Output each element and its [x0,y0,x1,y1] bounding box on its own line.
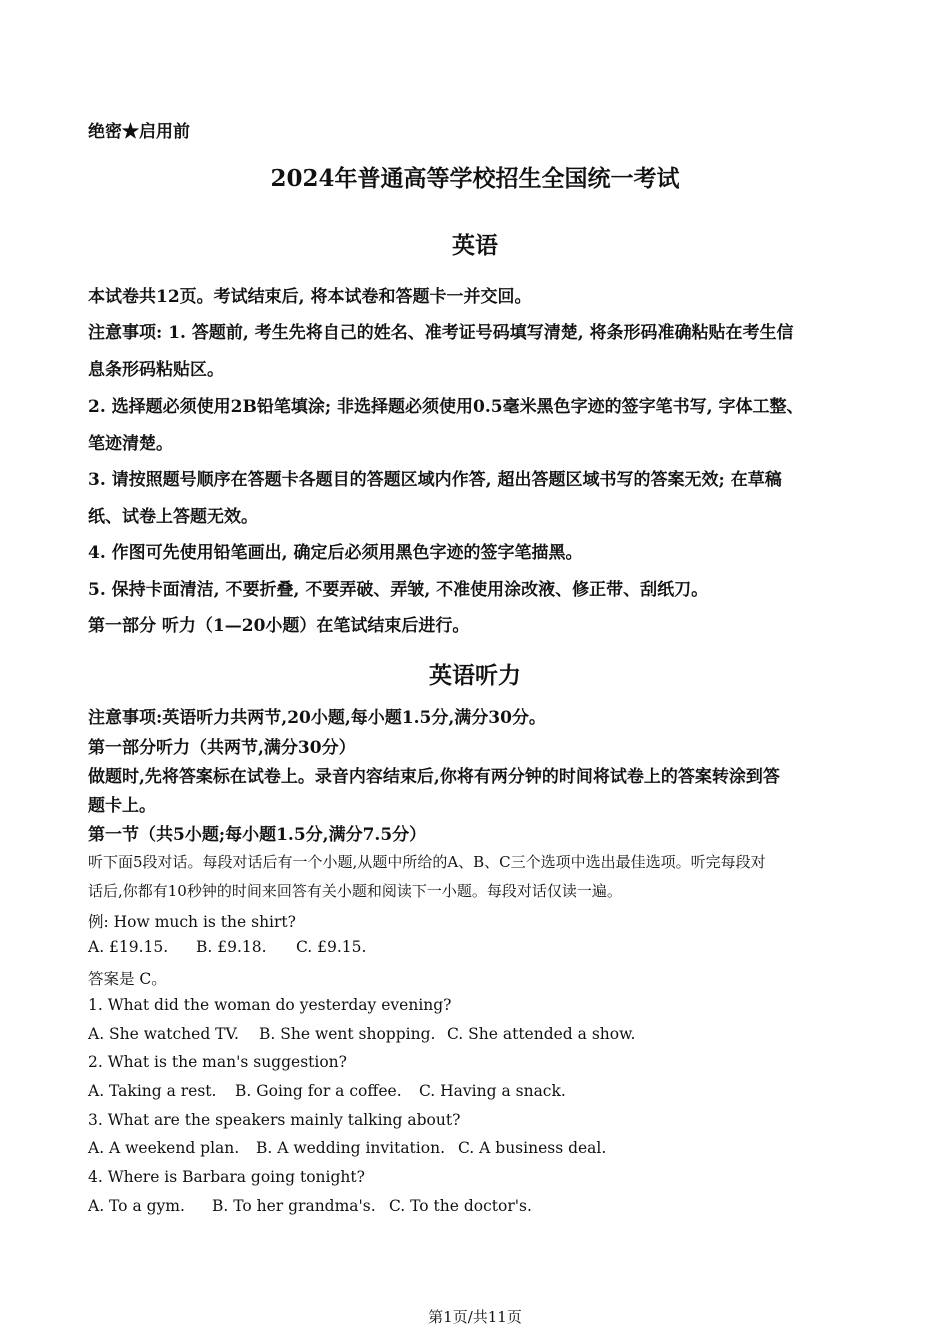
question-1: 1. What did the woman do yesterday evening? [88,996,452,1014]
part-1-note: 第一部分 听力（1—20小题）在笔试结束后进行。 [88,616,470,636]
example-answer: 答案是 C。 [88,970,167,988]
note-2-line-1: 2. 选择题必须使用2B铅笔填涂; 非选择题必须使用0.5毫米黑色字迹的签字笔书写, 字体工整、 [88,397,804,417]
listening-direction-line-2: 题卡上。 [88,796,156,816]
note-3-line-2: 纸、试卷上答题无效。 [88,507,258,527]
option-a: A. Taking a rest. [88,1082,217,1100]
option-c: C. She attended a show. [447,1025,636,1043]
note-1-line-2: 息条形码粘贴区。 [88,360,224,380]
secret-label: 绝密★启用前 [88,122,190,142]
question-1-options [88,1025,635,1043]
section-1-direction-line-1: 听下面5段对话。每段对话后有一个小题,从题中所给的A、B、C三个选项中选出最佳选项。听完每段对 [88,853,766,871]
question-4-options [88,1197,532,1215]
example-question: 例: How much is the shirt? [88,913,296,931]
option-c: C. To the doctor's. [389,1197,532,1215]
example-options [88,938,366,956]
option-a: A. A weekend plan. [88,1139,240,1157]
note-4: 4. 作图可先使用铅笔画出, 确定后必须用黑色字迹的签字笔描黑。 [88,543,583,563]
page-number: 第1页/共11页 [428,1308,522,1326]
option-c: C. A business deal. [458,1139,607,1157]
option-a: A. She watched TV. [88,1025,239,1043]
listening-title: 英语听力 [429,662,521,689]
example-option-c: C. £9.15. [296,938,367,956]
note-5: 5. 保持卡面清洁, 不要折叠, 不要弄破、弄皱, 不准使用涂改液、修正带、刮纸刀。 [88,580,709,600]
option-b: B. Going for a coffee. [235,1082,402,1100]
note-1-line-1: 注意事项: 1. 答题前, 考生先将自己的姓名、准考证号码填写清楚, 将条形码准确粘贴在考生信 [88,323,794,343]
listening-direction-line-1: 做题时,先将答案标在试卷上。录音内容结束后,你将有两分钟的时间将试卷上的答案转涂到答 [88,767,780,787]
exam-title: 2024年普通高等学校招生全国统一考试 [270,165,680,192]
option-c: C. Having a snack. [419,1082,566,1100]
listening-part-title: 第一部分听力（共两节,满分30分） [88,738,356,758]
instructions-intro: 本试卷共12页。考试结束后, 将本试卷和答题卡一并交回。 [88,287,532,307]
subject-title: 英语 [452,232,498,259]
example-option-a: A. £19.15. [88,938,169,956]
section-1-title: 第一节（共5小题;每小题1.5分,满分7.5分） [88,825,427,845]
question-4: 4. Where is Barbara going tonight? [88,1168,365,1186]
option-b: B. A wedding invitation. [256,1139,445,1157]
question-3: 3. What are the speakers mainly talking about? [88,1111,461,1129]
note-2-line-2: 笔迹清楚。 [88,434,173,454]
question-2-options [88,1082,566,1100]
question-2: 2. What is the man's suggestion? [88,1053,347,1071]
option-b: B. She went shopping. [259,1025,436,1043]
option-b: B. To her grandma's. [212,1197,376,1215]
example-option-b: B. £9.18. [196,938,267,956]
listening-note: 注意事项:英语听力共两节,20小题,每小题1.5分,满分30分。 [88,708,546,728]
note-3-line-1: 3. 请按照题号顺序在答题卡各题目的答题区域内作答, 超出答题区域书写的答案无效; 在草稿 [88,470,782,490]
question-3-options [88,1139,606,1157]
section-1-direction-line-2: 话后,你都有10秒钟的时间来回答有关小题和阅读下一小题。每段对话仅读一遍。 [88,882,622,900]
option-a: A. To a gym. [88,1197,185,1215]
